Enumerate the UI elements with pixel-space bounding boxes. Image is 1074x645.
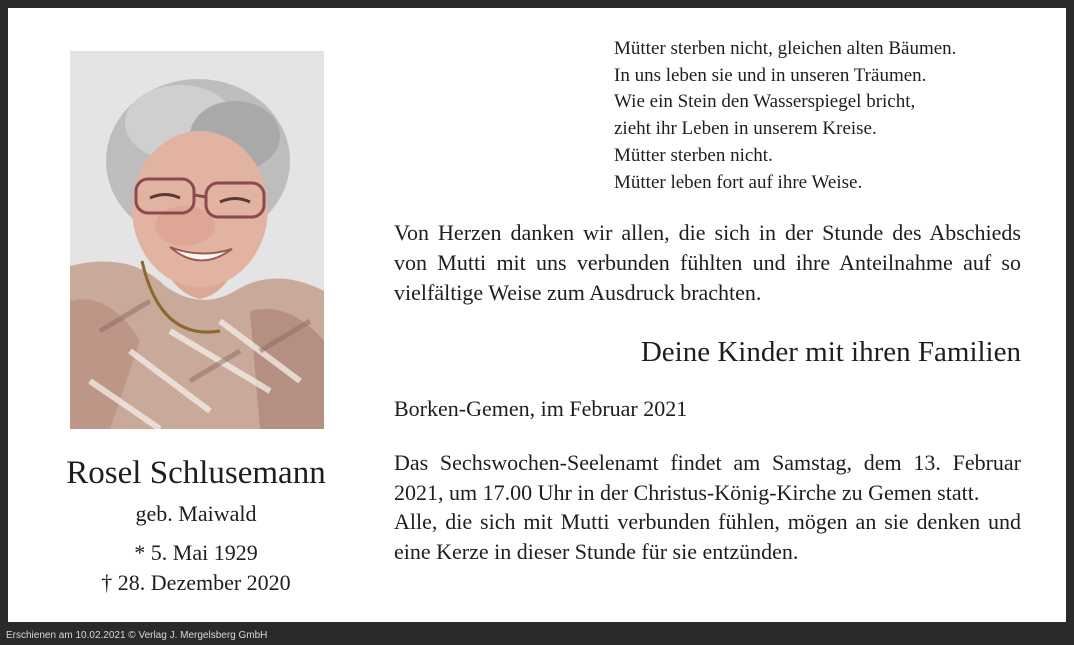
deceased-name: Rosel Schlusemann <box>66 455 326 491</box>
birth-name: geb. Maiwald <box>135 501 257 526</box>
publication-footer: Erschienen am 10.02.2021 © Verlag J. Mergelsberg GmbH <box>6 630 268 641</box>
poem-line: zieht ihr Leben in unserem Kreise. <box>614 118 877 140</box>
death-date: † 28. Dezember 2020 <box>101 570 291 595</box>
poem <box>614 36 1054 196</box>
poem-line: Mütter leben fort auf ihre Weise. <box>614 171 863 193</box>
poem-line: Wie ein Stein den Wasserspiegel bricht, <box>614 91 916 113</box>
thanks-paragraph: Von Herzen danken wir allen, die sich in der Stunde des Abschieds von Mutti mit uns verbunden fühlten und ihre Anteilnahme auf so vielfältige Weise zum Ausdruck brachten. <box>394 220 1021 305</box>
poem-line: In uns leben sie und in unseren Träumen. <box>614 64 927 86</box>
obituary-card <box>8 8 1066 622</box>
family-signature: Deine Kinder mit ihren Familien <box>640 336 1021 368</box>
poem-line: Mütter sterben nicht, gleichen alten Bäumen. <box>614 38 957 59</box>
portrait-photo <box>70 51 324 429</box>
poem-line: Mütter sterben nicht. <box>614 144 773 166</box>
candle-invitation: Alle, die sich mit Mutti verbunden fühlen, mögen an sie denken und eine Kerze in dieser Stunde für sie entzünden. <box>394 509 1021 564</box>
mass-announcement: Das Sechswochen-Seelenamt findet am Samstag, dem 13. Februar 2021, um 17.00 Uhr in der Christus-König-Kirche zu Gemen statt. <box>394 450 1021 505</box>
life-dates <box>36 538 356 598</box>
birth-date: * 5. Mai 1929 <box>134 540 258 565</box>
place-date: Borken-Gemen, im Februar 2021 <box>394 396 688 421</box>
memorial-notice <box>394 448 1021 566</box>
